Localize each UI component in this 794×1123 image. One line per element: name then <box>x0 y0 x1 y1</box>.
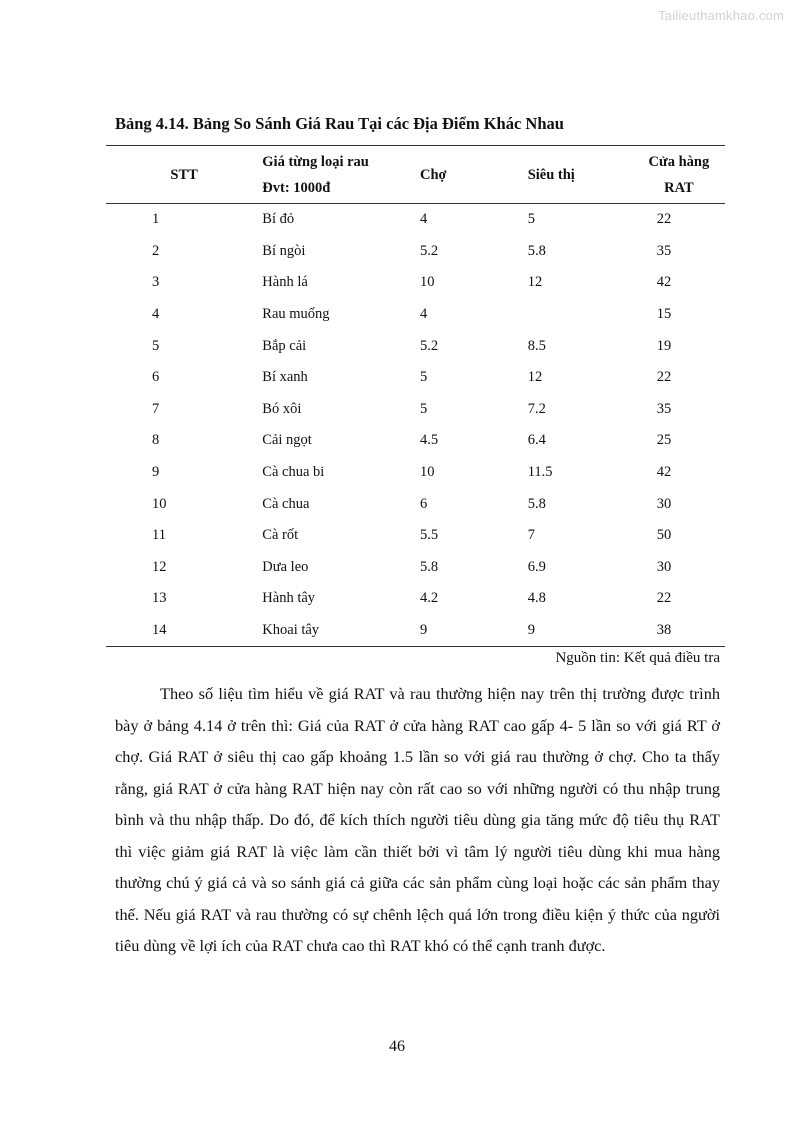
cell-store: 22 <box>656 211 672 228</box>
table-row <box>106 204 725 236</box>
cell-supermarket: 12 <box>527 274 543 291</box>
cell-name: Bắp cải <box>262 337 307 354</box>
cell-supermarket: 5 <box>527 211 535 228</box>
cell-store: 30 <box>656 495 672 512</box>
cell-name: Rau muống <box>262 306 330 323</box>
table-row <box>106 457 725 489</box>
cell-name: Cà chua bi <box>262 464 325 481</box>
cell-market: 10 <box>420 464 435 481</box>
cell-name: Bí ngòi <box>262 242 306 259</box>
cell-stt: 2 <box>152 242 160 259</box>
cell-name: Cà rốt <box>262 527 299 544</box>
cell-stt: 10 <box>152 495 167 512</box>
header-item-line2: Đvt: 1000đ <box>262 179 331 196</box>
header-item <box>262 146 420 204</box>
cell-store: 22 <box>656 369 672 386</box>
cell-supermarket: 11.5 <box>527 464 553 481</box>
cell-stt: 11 <box>152 527 166 544</box>
cell-market: 9 <box>420 615 528 647</box>
page-number: 46 <box>389 1038 405 1055</box>
table-row <box>106 394 725 426</box>
cell-stt: 7 <box>152 400 160 417</box>
cell-stt: 8 <box>152 432 160 449</box>
table-row <box>106 615 725 647</box>
header-store-line2: RAT <box>664 179 694 196</box>
cell-stt: 6 <box>152 369 160 386</box>
cell-stt: 13 <box>152 590 167 607</box>
cell-store: 35 <box>656 400 672 417</box>
header-item-line1: Giá từng loại rau <box>262 153 369 170</box>
cell-name: Hành lá <box>262 274 308 291</box>
cell-name: Bó xôi <box>262 400 302 417</box>
table-row <box>106 520 725 552</box>
table-title: Bảng 4.14. Bảng So Sánh Giá Rau Tại các Địa Điểm Khác Nhau <box>115 114 564 133</box>
cell-name: Bí xanh <box>262 369 308 386</box>
cell-stt: 12 <box>152 558 167 575</box>
cell-market: 5.8 <box>420 558 439 575</box>
cell-supermarket: 9 <box>528 615 633 647</box>
cell-store: 15 <box>656 306 672 323</box>
header-stt: STT <box>106 146 262 204</box>
source-note: Nguồn tin: Kết quả điều tra <box>555 650 720 666</box>
cell-store: 50 <box>656 527 672 544</box>
cell-market: 4 <box>420 211 428 228</box>
cell-supermarket: 5.8 <box>527 495 546 512</box>
cell-stt: 4 <box>152 306 160 323</box>
cell-market: 10 <box>420 274 435 291</box>
cell-supermarket: 6.4 <box>527 432 546 449</box>
header-store-line1: Cửa hàng <box>648 153 710 170</box>
cell-supermarket: 4.8 <box>527 590 546 607</box>
cell-name: Cà chua <box>262 495 310 512</box>
cell-stt: 14 <box>106 615 262 647</box>
cell-stt: 3 <box>152 274 160 291</box>
table-header-row <box>106 146 725 204</box>
table-row <box>106 236 725 268</box>
cell-name: Bí đỏ <box>262 211 295 228</box>
cell-market: 5.2 <box>420 337 439 354</box>
cell-supermarket: 6.9 <box>527 558 546 575</box>
table-row <box>106 488 725 520</box>
cell-store: 19 <box>656 337 672 354</box>
table-row <box>106 362 725 394</box>
cell-supermarket: 5.8 <box>527 242 546 259</box>
header-supermarket: Siêu thị <box>528 146 633 204</box>
cell-market: 4 <box>420 306 428 323</box>
cell-market: 5.2 <box>420 242 439 259</box>
cell-name: Khoai tây <box>262 615 420 647</box>
cell-market: 5 <box>420 400 428 417</box>
cell-stt: 1 <box>152 211 160 228</box>
cell-stt: 5 <box>152 337 160 354</box>
cell-supermarket: 7 <box>527 527 535 544</box>
body-paragraph: Theo số liệu tìm hiểu về giá RAT và rau thường hiện nay trên thị trường được trình bày ở bảng 4.14 ở trên thì: Giá của RAT ở cửa hàng RAT cao gấp 4- 5 lần so với giá RT ở chợ. Giá RAT ở siêu thị cao gấp khoảng 1.5 lần so với giá rau thường ở chợ. Cho ta thấy rằng, giá RAT ở cửa hàng RAT hiện nay còn rất cao so với những người có thu nhập trung bình và thu nhập thấp. Do đó, để kích thích người tiêu dùng gia tăng mức độ tiêu thụ RAT thì việc giảm giá RAT là việc làm cần thiết bởi vì tâm lý người tiêu dùng khi mua hàng thường chú ý giá cả và so sánh giá cả giữa các sản phẩm cùng loại hoặc các sản phẩm thay thế. Nếu giá RAT và rau thường có sự chênh lệch quá lớn trong điều kiện ý thức của người tiêu dùng về lợi ích của RAT chưa cao thì RAT khó có thể cạnh tranh được. <box>115 684 720 955</box>
cell-store: 25 <box>656 432 672 449</box>
cell-market: 4.5 <box>420 432 439 449</box>
cell-stt: 9 <box>152 464 160 481</box>
header-market: Chợ <box>420 146 528 204</box>
cell-store: 30 <box>656 558 672 575</box>
cell-store: 42 <box>656 274 672 291</box>
cell-store: 22 <box>656 590 672 607</box>
cell-store: 35 <box>656 242 672 259</box>
cell-market: 5.5 <box>420 527 439 544</box>
cell-name: Hành tây <box>262 590 316 607</box>
cell-supermarket: 8.5 <box>527 337 546 354</box>
cell-market: 6 <box>420 495 428 512</box>
table-row <box>106 552 725 584</box>
cell-supermarket <box>528 299 633 331</box>
table-row <box>106 267 725 299</box>
cell-market: 4.2 <box>420 590 439 607</box>
price-comparison-table <box>106 145 725 647</box>
cell-market: 5 <box>420 369 428 386</box>
table-row <box>106 425 725 457</box>
cell-store: 42 <box>656 464 672 481</box>
table-row <box>106 330 725 362</box>
cell-supermarket: 12 <box>527 369 543 386</box>
table-row <box>106 583 725 615</box>
watermark: Tailieuthamkhao.com <box>658 8 784 23</box>
cell-name: Cải ngọt <box>262 432 312 449</box>
header-store <box>633 146 725 204</box>
cell-supermarket: 7.2 <box>527 400 546 417</box>
cell-store: 38 <box>633 615 725 647</box>
cell-name: Dưa leo <box>262 558 309 575</box>
table-row <box>106 299 725 331</box>
